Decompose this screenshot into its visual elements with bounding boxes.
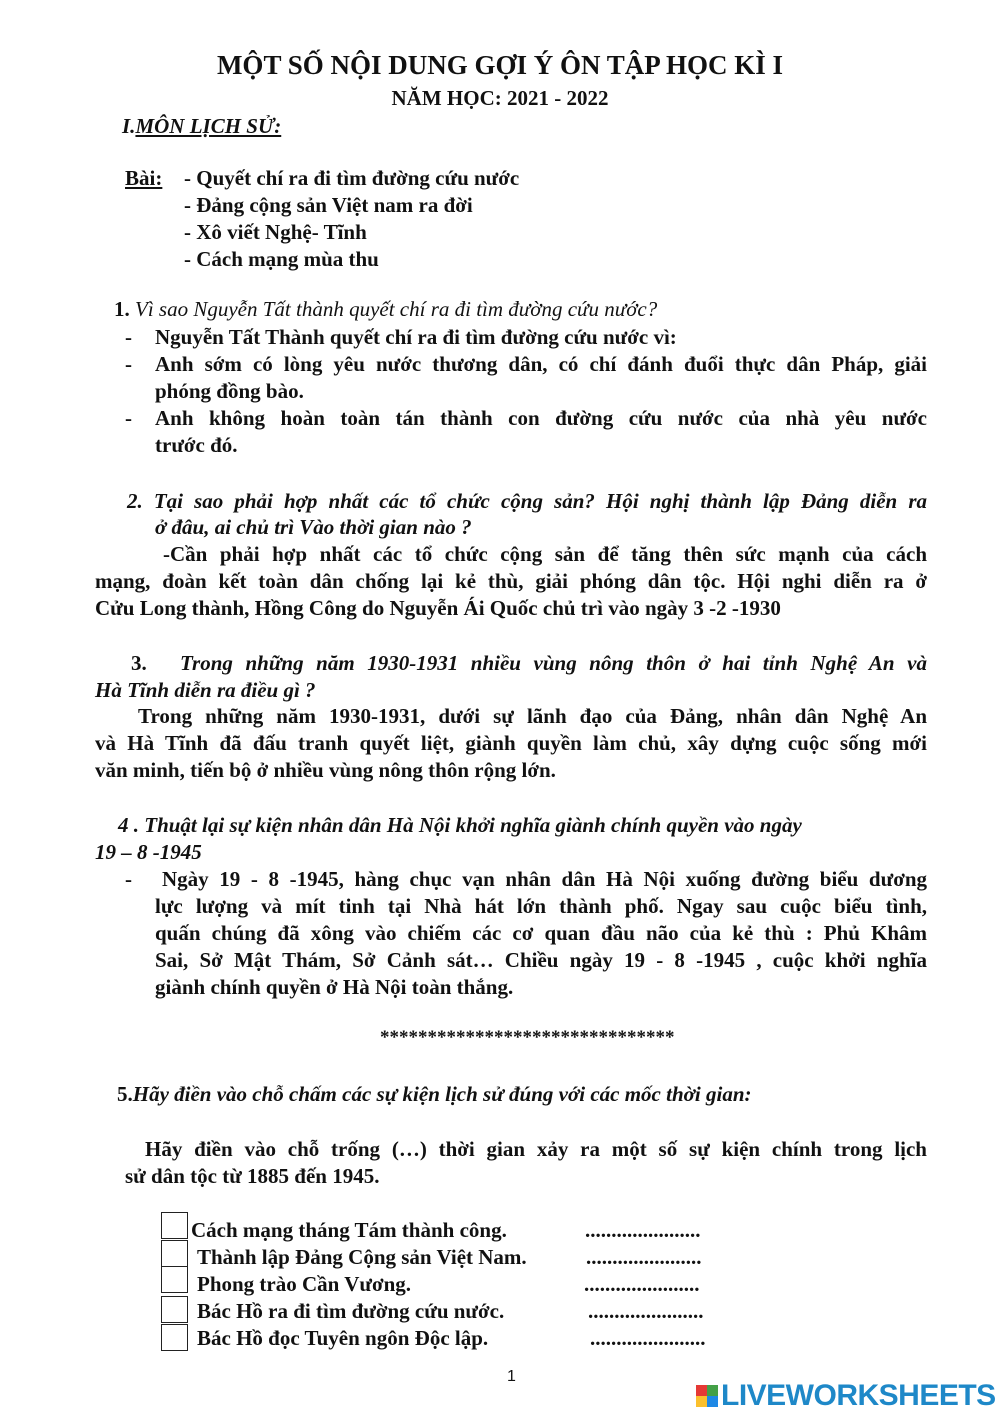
event-label: Cách mạng tháng Tám thành công.	[191, 1218, 507, 1242]
answer-blank[interactable]: ......................	[584, 1272, 700, 1296]
bullet-dash: -	[125, 867, 132, 891]
answer-line: Nguyễn Tất Thành quyết chí ra đi tìm đường cứu nước vì:	[155, 325, 677, 349]
answer-box[interactable]	[161, 1240, 188, 1267]
section-number: I.	[122, 114, 136, 138]
bullet-dash: -	[125, 406, 132, 430]
answer-box[interactable]	[161, 1212, 188, 1239]
question-5	[117, 1082, 752, 1107]
answer-line: lực lượng và mít tinh tại Nhà hát lớn thành phố. Ngay sau cuộc biểu tình,	[155, 894, 927, 918]
lesson-item: - Xô viết Nghệ- Tĩnh	[184, 220, 367, 244]
question-number: 3.	[131, 651, 147, 675]
question-2-line: 2. Tại sao phải hợp nhất các tổ chức cộng sản? Hội nghị thành lập Đảng diễn ra	[127, 489, 927, 513]
answer-line: giành chính quyền ở Hà Nội toàn thắng.	[155, 975, 514, 999]
event-label: Bác Hồ đọc Tuyên ngôn Độc lập.	[197, 1326, 489, 1350]
answer-line: trước đó.	[155, 433, 238, 457]
liveworksheets-logo[interactable]	[696, 1380, 996, 1412]
answer-line: Sai, Sở Mật Thám, Sở Cảnh sát… Chiều ngày 19 - 8 -1945 , cuộc khởi nghĩa	[155, 948, 927, 972]
bullet-dash: -	[125, 325, 132, 349]
question-number: 5.	[117, 1082, 133, 1106]
question-4-line: 4 . Thuật lại sự kiện nhân dân Hà Nội khởi nghĩa giành chính quyền vào ngày	[118, 813, 802, 837]
question-3-line: Trong những năm 1930-1931 nhiều vùng nông thôn ở hai tỉnh Nghệ An và	[180, 651, 927, 675]
lesson-item: - Đảng cộng sản Việt nam ra đời	[184, 193, 473, 217]
answer-line: Ngày 19 - 8 -1945, hàng chục vạn nhân dân Hà Nội xuống đường biểu dương	[162, 867, 927, 891]
question-4-line: 19 – 8 -1945	[95, 840, 202, 864]
question-text: Vì sao Nguyễn Tất thành quyết chí ra đi tìm đường cứu nước?	[135, 297, 658, 321]
answer-box[interactable]	[161, 1324, 188, 1351]
logo-squares-icon	[696, 1385, 718, 1407]
question-text: Hãy điền vào chỗ chấm các sự kiện lịch sử đúng với các mốc thời gian:	[132, 1082, 752, 1106]
answer-box[interactable]	[161, 1296, 188, 1323]
question-3-line: Hà Tĩnh diễn ra điều gì ?	[95, 678, 316, 702]
answer-line: -Cần phải hợp nhất các tổ chức cộng sản để tăng thên sức mạnh của cách	[163, 542, 927, 566]
bullet-dash: -	[125, 352, 132, 376]
instruction-line: sử dân tộc từ 1885 đến 1945.	[125, 1164, 380, 1188]
page-title: MỘT SỐ NỘI DUNG GỢI Ý ÔN TẬP HỌC KÌ I	[216, 50, 784, 80]
answer-box[interactable]	[161, 1266, 188, 1293]
answer-line: Anh không hoàn toàn tán thành con đường cứu nước của nhà yêu nước	[155, 406, 927, 430]
answer-line: mạng, đoàn kết toàn dân chống lại kẻ thù, giải phóng dân tộc. Hội nghi diễn ra ở	[95, 569, 927, 593]
lesson-item: - Cách mạng mùa thu	[184, 247, 379, 271]
answer-line: Cửu Long thành, Hồng Công do Nguyễn Ái Quốc chủ trì vào ngày 3 -2 -1930	[95, 596, 781, 620]
answer-blank[interactable]: ......................	[585, 1218, 701, 1242]
separator-stars: *******************************	[380, 1027, 675, 1048]
lessons-label: Bài:	[125, 166, 163, 190]
lesson-item: - Quyết chí ra đi tìm đường cứu nước	[184, 166, 520, 190]
answer-line: phóng đồng bào.	[155, 379, 304, 403]
answer-line: quấn chúng đã xông vào chiếm các cơ quan đầu não của kẻ thù : Phủ Khâm	[155, 921, 927, 945]
school-year: NĂM HỌC: 2021 - 2022	[391, 86, 609, 110]
answer-line: và Hà Tĩnh đã đấu tranh quyết liệt, giành quyền làm chủ, xây dựng cuộc sống mới	[95, 731, 927, 755]
answer-line: Anh sớm có lòng yêu nước thương dân, có chí đánh đuổi thực dân Pháp, giải	[155, 352, 927, 376]
event-label: Thành lập Đảng Cộng sản Việt Nam.	[197, 1245, 527, 1269]
answer-blank[interactable]: ......................	[590, 1326, 706, 1350]
question-2-line: ở đâu, ai chủ trì Vào thời gian nào ?	[155, 515, 472, 539]
answer-blank[interactable]: ......................	[588, 1299, 704, 1323]
answer-line: Trong những năm 1930-1931, dưới sự lãnh đạo của Đảng, nhân dân Nghệ An	[138, 704, 927, 728]
section-heading	[122, 114, 281, 139]
section-title: MÔN LỊCH SỬ:	[135, 114, 282, 138]
event-label: Bác Hồ ra đi tìm đường cứu nước.	[197, 1299, 505, 1323]
answer-line: văn minh, tiến bộ ở nhiều vùng nông thôn rộng lớn.	[95, 758, 556, 782]
answer-blank[interactable]: ......................	[586, 1245, 702, 1269]
question-1	[114, 297, 657, 322]
page-number: 1	[507, 1368, 516, 1385]
question-number: 1.	[114, 297, 130, 321]
event-label: Phong trào Cần Vương.	[197, 1272, 412, 1296]
instruction-line: Hãy điền vào chỗ trống (…) thời gian xảy ra một số sự kiện chính trong lịch	[145, 1137, 927, 1161]
logo-text: LIVEWORKSHEETS	[721, 1379, 996, 1412]
